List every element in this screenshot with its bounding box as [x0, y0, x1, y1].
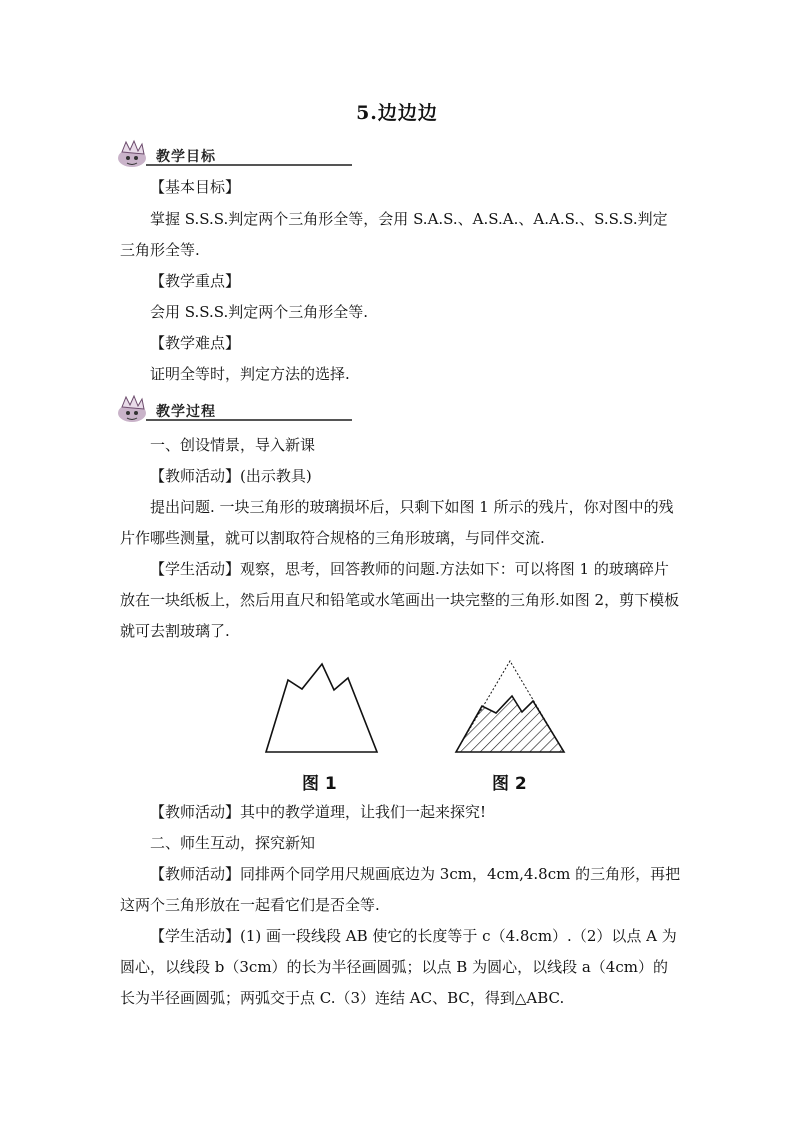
section-header-process: [114, 393, 254, 425]
teacher-activity-2: 【教师活动】其中的教学道理，让我们一起来探究!: [150, 803, 487, 821]
student-activity-1: 【学生活动】观察，思考，回答教师的问题.方法如下：可以将图 1 的玻璃碎片放在一块纸板上，然后用直尺和铅笔或水笔画出一块完整的三角形.如图 2，剪下模板就可去割玻璃了.: [120, 560, 680, 640]
difficulty-text: 证明全等时，判定方法的选择.: [150, 365, 350, 383]
step-one-heading: 一、创设情景，导入新课: [150, 436, 316, 454]
figure2-caption: 图 2: [492, 774, 527, 794]
figures: [250, 655, 580, 795]
section-label: 教学过程: [156, 404, 216, 420]
key-point-text: 会用 S.S.S.判定两个三角形全等.: [150, 303, 369, 321]
teacher-activity-3: 【教师活动】同排两个同学用尺规画底边为 3cm，4cm,4.8cm 的三角形，再把这两个三角形放在一起看它们是否全等.: [120, 865, 681, 914]
teacher-activity-1: 【教师活动】(出示教具): [150, 467, 312, 485]
question-text: 提出问题. 一块三角形的玻璃损坏后，只剩下如图 1 所示的残片，你对图中的残片作哪些测量，就可以割取符合规格的三角形玻璃，与同伴交流.: [120, 498, 674, 547]
figure1-caption: 图 1: [302, 774, 337, 794]
basic-goal-text: 掌握 S.S.S.判定两个三角形全等，会用 S.A.S.、A.S.A.、A.A.S.、S.S.S.判定三角形全等.: [120, 210, 668, 259]
basic-goal-heading: 【基本目标】: [150, 178, 241, 196]
section-label: 教学目标: [156, 149, 216, 165]
page-title: 5.边边边: [356, 102, 438, 124]
key-point-heading: 【教学重点】: [150, 272, 241, 290]
figure1-fragment: [266, 664, 377, 752]
difficulty-heading: 【教学难点】: [150, 334, 241, 352]
figure2-hatched-fragment: [456, 696, 564, 752]
glass-fragment-figures: [250, 655, 580, 795]
step-two-heading: 二、师生互动，探究新知: [150, 834, 316, 852]
section-header-goals: [114, 138, 254, 170]
student-activity-2: 【学生活动】(1) 画一段线段 AB 使它的长度等于 c（4.8cm）.（2）以点 A 为圆心，以线段 b（3cm）的长为半径画圆弧；以点 B 为圆心，以线段 a（4cm）的长为半径画圆弧；两弧交于点 C.（3）连结 AC、BC，得到△ABC.: [120, 927, 677, 1007]
